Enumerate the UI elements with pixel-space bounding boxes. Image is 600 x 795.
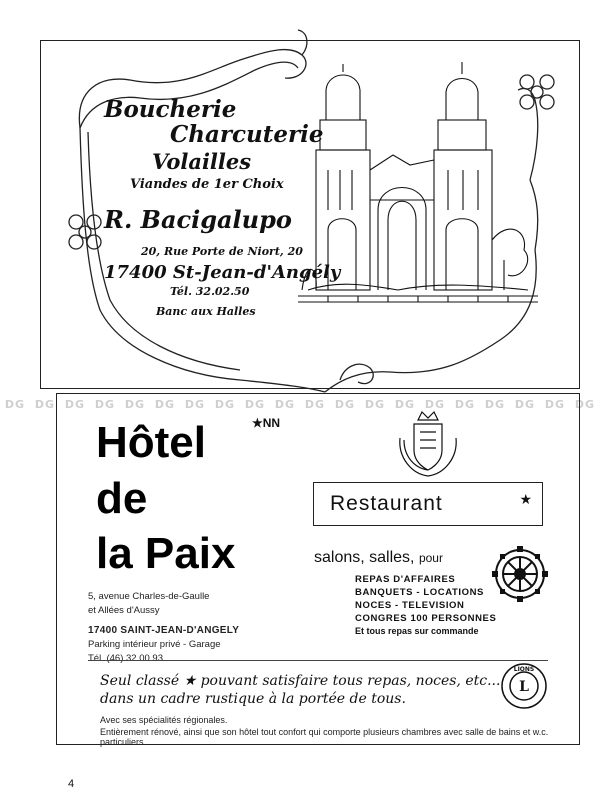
- rotary-wheel-icon: [492, 546, 548, 602]
- ad-line-charcuterie: Charcuterie: [170, 121, 324, 148]
- watermark-mark: DG: [454, 398, 476, 411]
- ad-line-boucherie: Boucherie: [104, 96, 237, 123]
- hotel-title-line1: Hôtel: [96, 418, 206, 467]
- watermark-mark: DG: [334, 398, 356, 411]
- services-list: [355, 573, 496, 638]
- services-note: Et tous repas sur commande: [355, 626, 479, 636]
- ad-market-stall: Banc aux Halles: [156, 305, 256, 318]
- watermark-mark: DG: [544, 398, 566, 411]
- watermark-mark: DG: [214, 398, 236, 411]
- separator-line: [88, 660, 548, 661]
- service-item: BANQUETS - LOCATIONS: [355, 587, 484, 598]
- address-line1: 5, avenue Charles-de-Gaulle: [88, 591, 210, 602]
- ad-street-address: 20, Rue Porte de Niort, 20: [141, 245, 303, 258]
- page-number: 4: [68, 778, 75, 790]
- watermark-mark: DG: [364, 398, 386, 411]
- watermark-mark: DG: [244, 398, 266, 411]
- ad-city: 17400 St-Jean-d'Angély: [104, 262, 341, 283]
- watermark-mark: DG: [34, 398, 56, 411]
- watermark-mark: DG: [304, 398, 326, 411]
- hotel-title-line3: la Paix: [96, 529, 236, 578]
- watermark-mark: DG: [274, 398, 296, 411]
- hotel-address: [88, 590, 239, 666]
- watermark-mark: DG: [64, 398, 86, 411]
- salons-suffix: pour: [418, 551, 443, 565]
- watermark-mark: DG: [4, 398, 26, 411]
- watermark-mark: DG: [154, 398, 176, 411]
- coat-of-arms-icon: [396, 410, 460, 480]
- service-item: REPAS D'AFFAIRES: [355, 574, 456, 585]
- lions-club-icon: [500, 660, 548, 712]
- slogan-line1: Seul classé ★ pouvant satisfaire tous repas, noces, etc...: [100, 673, 501, 689]
- restaurant-star: ★: [519, 491, 532, 507]
- hotel-phone: Tél. (46) 32 00 93: [88, 653, 163, 664]
- lions-badge-text: LIONS: [513, 666, 535, 673]
- hotel-rating: ★NN: [252, 416, 281, 430]
- watermark-mark: DG: [94, 398, 116, 411]
- watermark-mark: DG: [574, 398, 596, 411]
- ad-owner-name: R. Bacigalupo: [104, 205, 292, 234]
- restaurant-label: Restaurant: [330, 492, 443, 515]
- watermark-mark: DG: [484, 398, 506, 411]
- hotel-description: Entièrement rénové, ainsi que son hôtel tout confort qui comporte plusieurs chambres avec salle de bains et w.c. particuliers.: [100, 727, 549, 747]
- ad-line-viandes: Viandes de 1er Choix: [130, 177, 284, 192]
- service-item: NOCES - TELEVISION: [355, 600, 465, 611]
- hotel-slogan: [100, 672, 500, 708]
- watermark-mark: DG: [514, 398, 536, 411]
- restaurant-box: [313, 482, 543, 526]
- salons-heading: [314, 549, 443, 567]
- slogan-line2: dans un cadre rustique à la portée de tous.: [100, 691, 406, 707]
- watermark-mark: DG: [424, 398, 446, 411]
- hotel-title-line2: de: [96, 474, 148, 523]
- address-line2: et Allées d'Aussy: [88, 605, 160, 616]
- specials-text: Avec ses spécialités régionales.: [100, 715, 228, 725]
- service-item: CONGRES 100 PERSONNES: [355, 613, 497, 624]
- salons-text: salons, salles,: [314, 549, 415, 566]
- watermark-mark: DG: [124, 398, 146, 411]
- section-divider: [40, 388, 580, 389]
- watermark-mark: DG: [394, 398, 416, 411]
- svg-text:L: L: [519, 679, 529, 695]
- ad-line-volailles: Volailles: [152, 149, 252, 174]
- parking-info: Parking intérieur privé - Garage: [88, 639, 221, 650]
- watermark-mark: DG: [184, 398, 206, 411]
- ad-phone: Tél. 32.02.50: [170, 285, 250, 298]
- address-city: 17400 SAINT-JEAN-D'ANGELY: [88, 625, 240, 636]
